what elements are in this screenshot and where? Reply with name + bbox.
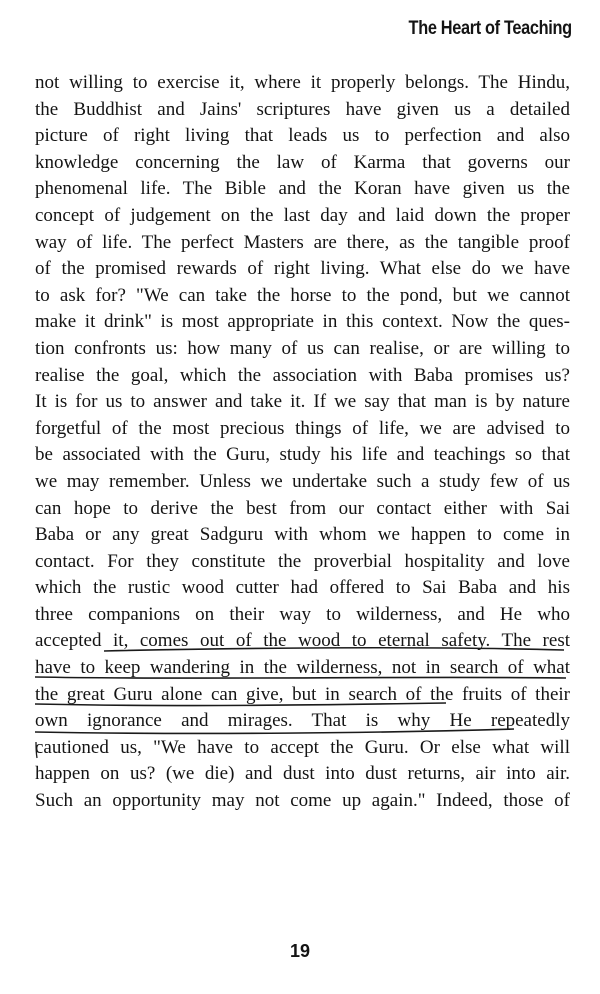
text-line: tion confronts us: how many of us can realise, or are willing to (35, 337, 570, 359)
text-line: phenomenal life. The Bible and the Koran have given us the (35, 178, 570, 200)
text-line: the Buddhist and Jains' scriptures have given us a detailed (35, 98, 570, 120)
page-number: 19 (289, 941, 311, 961)
text-line: realise the goal, which the association with Baba promises us? (35, 364, 570, 386)
text-line: of the promised rewards of right living. What else do we have (35, 258, 570, 280)
text-line: we may remember. Unless we undertake such a study few of us (35, 470, 570, 492)
text-line: make it drink" is most appropriate in this context. Now the ques- (35, 311, 570, 333)
text-line: have to keep wandering in the wilderness, not in search of what (35, 657, 570, 679)
text-line: be associated with the Guru, study his life and teachings so that (35, 444, 570, 466)
text-line: which the rustic wood cutter had offered to Sai Baba and his (35, 577, 570, 599)
text-line: happen on us? (we die) and dust into dust returns, air into air. (35, 763, 570, 785)
body-text (35, 70, 570, 815)
text-line last: Such an opportunity may not come up again." Indeed, those of (35, 790, 570, 812)
text-line: knowledge concerning the law of Karma that governs our (35, 151, 570, 173)
text-line: not willing to exercise it, where it properly belongs. The Hindu, (35, 72, 570, 93)
text-line: picture of right living that leads us to perfection and also (35, 125, 570, 147)
text-line: own ignorance and mirages. That is why He repeatedly (35, 710, 570, 732)
text-line: concept of judgement on the last day and laid down the proper (35, 204, 570, 226)
text-line: can hope to derive the best from our contact either with Sai (35, 497, 570, 519)
text-line: three companions on their way to wilderness, and He who (35, 603, 570, 625)
text-line: accepted it, comes out of the wood to eternal safety. The rest (35, 630, 570, 652)
text-line: way of life. The perfect Masters are there, as the tangible proof (35, 231, 570, 253)
text-line: forgetful of the most precious things of life, we are advised to (35, 417, 570, 439)
text-line: contact. For they constitute the proverbial hospitality and love (35, 550, 570, 572)
text-line: Baba or any great Sadguru with whom we happen to come in (35, 524, 570, 546)
text-line: It is for us to answer and take it. If we say that man is by nature (35, 391, 570, 413)
text-line: cautioned us, "We have to accept the Guru. Or else what will (35, 736, 570, 758)
text-line: to ask for? "We can take the horse to the pond, but we cannot (35, 284, 570, 306)
running-head-title: The Heart of Teaching (408, 18, 572, 39)
text-line: the great Guru alone can give, but in search of the fruits of their (35, 683, 570, 705)
